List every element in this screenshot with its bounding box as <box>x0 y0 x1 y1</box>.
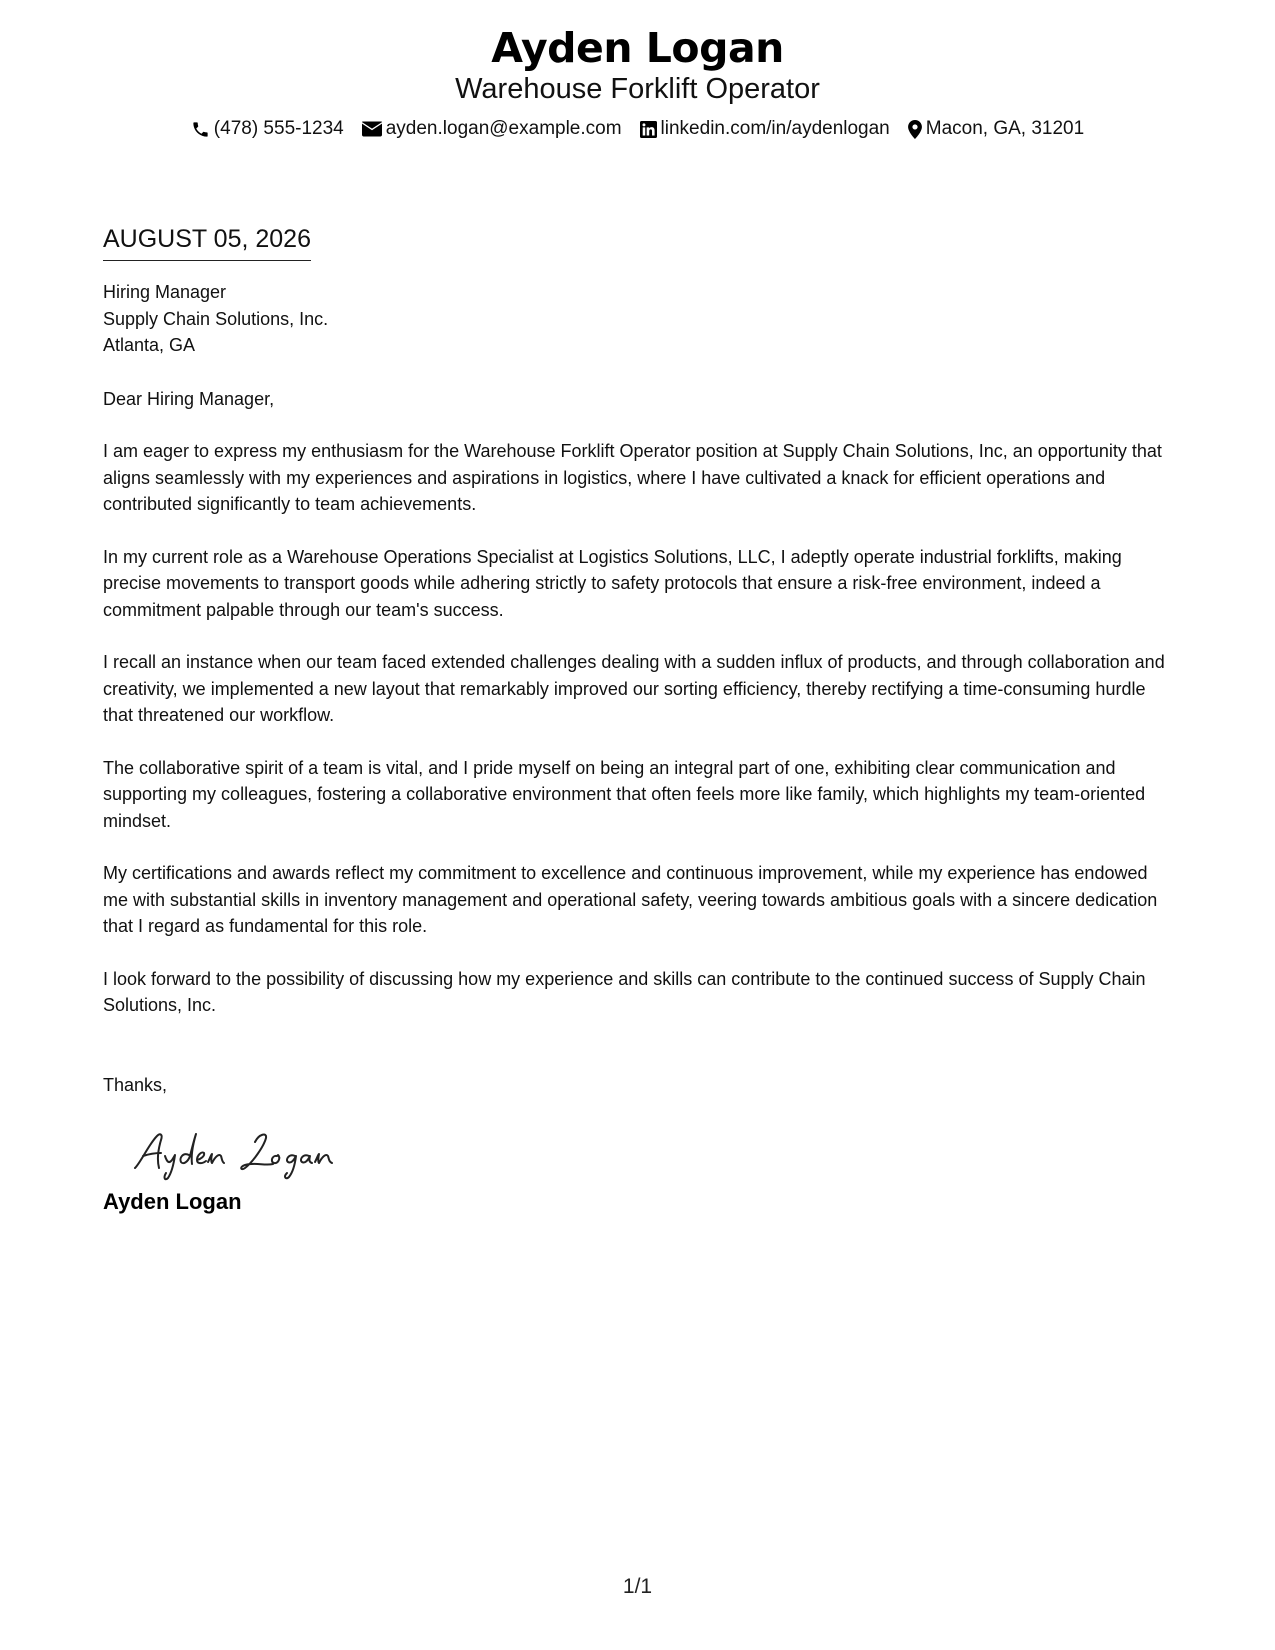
signer-name: Ayden Logan <box>103 1189 242 1214</box>
body-paragraph: I am eager to express my enthusiasm for the Warehouse Forklift Operator position at Supply Chain Solutions, Inc, an opportunity that aligns seamlessly with my experiences and aspirations in logistics, where I have cultivated a knack for efficient operations and contributed significantly to team achievements. <box>103 441 1162 514</box>
letter-body <box>103 224 1175 1216</box>
closing: Thanks, <box>103 1074 168 1095</box>
recipient-title: Hiring Manager <box>103 282 227 302</box>
applicant-job-title: Warehouse Forklift Operator <box>455 73 820 105</box>
body-paragraph: My certifications and awards reflect my commitment to excellence and continuous improvement, while my experience has endowed me with substantial skills in inventory management and operational safety, veering towards ambitious goals with a sincere dedication that I regard as fundamental for this role. <box>103 863 1158 936</box>
contact-phone <box>191 117 344 141</box>
applicant-name: Ayden Logan <box>491 24 784 72</box>
recipient-block <box>103 279 1175 359</box>
letter-date: AUGUST 05, 2026 <box>103 224 311 261</box>
handwritten-signature <box>127 1122 1175 1182</box>
map-marker-icon <box>908 120 922 139</box>
body-paragraph: In my current role as a Warehouse Operations Specialist at Logistics Solutions, LLC, I adeptly operate industrial forklifts, making precise movements to transport goods while adhering strictly to safety protocols that ensure a risk-free environment, indeed a commitment palpable through our team's success. <box>103 546 1122 620</box>
body-paragraph: I recall an instance when our team faced extended challenges dealing with a sudden influx of products, and through collaboration and creativity, we implemented a new layout that remarkably improved our sorting efficiency, thereby rectifying a time-consuming hurdle that threatened our workflow. <box>103 652 1165 725</box>
page-number: 1/1 <box>622 1575 653 1598</box>
linkedin-icon <box>640 121 657 138</box>
email-text[interactable]: ayden.logan@example.com <box>385 118 622 139</box>
contact-email[interactable] <box>362 117 622 141</box>
contact-linkedin[interactable] <box>640 117 890 141</box>
letter-header <box>0 22 1275 141</box>
recipient-location: Atlanta, GA <box>103 335 196 355</box>
signature-image <box>127 1122 347 1182</box>
body-paragraph: The collaborative spirit of a team is vital, and I pride myself on being an integral part of one, exhibiting clear communication and supporting my colleagues, fostering a collaborative environment that often feels more like family, which highlights my team-oriented mindset. <box>103 757 1146 831</box>
envelope-icon <box>362 121 382 137</box>
linkedin-text[interactable]: linkedin.com/in/aydenlogan <box>660 118 890 139</box>
phone-text: (478) 555-1234 <box>213 118 344 139</box>
phone-icon <box>191 120 210 139</box>
location-text: Macon, GA, 31201 <box>925 118 1085 139</box>
recipient-company: Supply Chain Solutions, Inc. <box>103 308 329 329</box>
body-paragraph: I look forward to the possibility of discussing how my experience and skills can contribute to the continued success of Supply Chain Solutions, Inc. <box>103 968 1146 1015</box>
contact-location <box>908 117 1084 141</box>
contact-bar <box>0 117 1275 141</box>
salutation: Dear Hiring Manager, <box>103 388 275 409</box>
